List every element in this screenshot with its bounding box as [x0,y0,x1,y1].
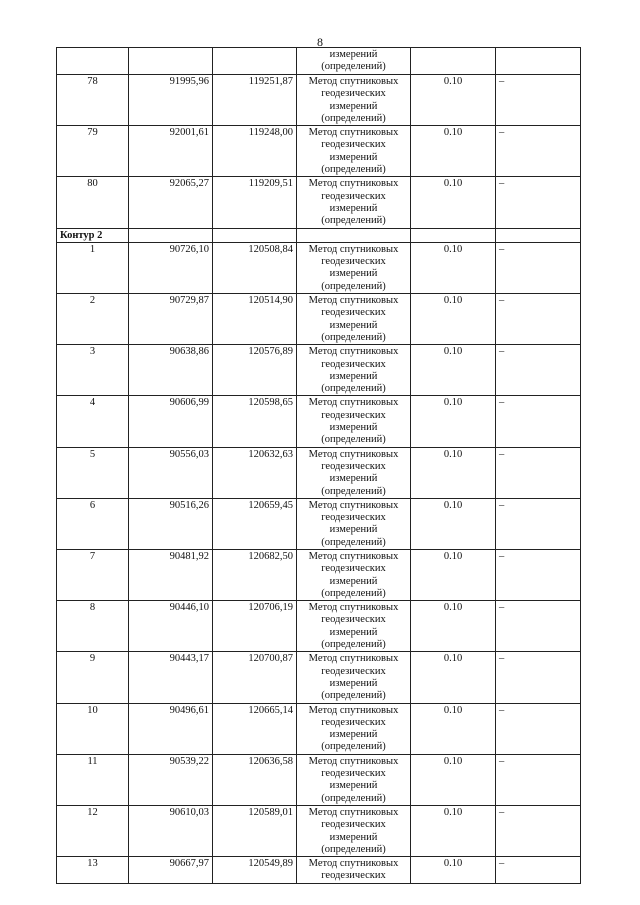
method-line: измерений [329,202,378,214]
cell-accuracy: 0.10 [411,601,496,652]
cell-method [297,345,411,396]
cell-number: 7 [57,549,129,600]
method-line: Метод спутниковых [308,243,399,255]
method-line: геодезических [321,307,386,319]
cell-method [297,549,411,600]
method-line: геодезических [321,358,386,370]
method-line: Метод спутниковых [308,397,399,409]
method-line: измерений [329,831,378,843]
method-line: геодезических [321,88,386,100]
cell-method [297,754,411,805]
method-line: геодезических [321,460,386,472]
cell-x: 90539,22 [129,754,213,805]
cell-x: 90610,03 [129,805,213,856]
method-line: Метод спутниковых [308,76,399,87]
cell-number: 80 [57,177,129,228]
method-line: геодезических [321,409,386,421]
method-line: (определений) [321,536,386,548]
cell-x: 90443,17 [129,652,213,703]
cell-note: – [496,857,581,884]
method-line: (определений) [321,843,386,855]
cell-number: 1 [57,242,129,293]
cell-number: 2 [57,294,129,345]
cell-method [297,294,411,345]
method-line: Метод спутниковых [308,178,399,190]
cell-x: 90446,10 [129,601,213,652]
table-row [57,126,581,177]
method-line: геодезических [321,768,386,780]
table-row [57,805,581,856]
cell-accuracy: 0.10 [411,703,496,754]
method-line: Метод спутниковых [308,295,399,307]
method-line: Метод спутниковых [308,448,399,460]
method-line: измерений [329,780,378,792]
method-line: (определений) [321,741,386,753]
cell-accuracy: 0.10 [411,447,496,498]
table-row [57,396,581,447]
cell-accuracy [411,48,496,75]
cell-y [213,48,297,75]
cell-method [297,75,411,126]
cell-accuracy: 0.10 [411,805,496,856]
cell-number: 6 [57,498,129,549]
method-line: измерений [329,268,378,280]
cell-y: 119209,51 [213,177,297,228]
method-line: (определений) [321,331,386,343]
cell-y: 120589,01 [213,805,297,856]
coordinates-table [56,47,581,884]
method-line: (определений) [321,112,386,124]
cell-x: 90496,61 [129,703,213,754]
method-line: Метод спутниковых [308,127,399,139]
cell-y: 120706,19 [213,601,297,652]
method-line: измерений [329,677,378,689]
cell-number: 8 [57,601,129,652]
table-row [57,754,581,805]
cell-accuracy: 0.10 [411,242,496,293]
cell-accuracy: 0.10 [411,345,496,396]
cell-y: 120659,45 [213,498,297,549]
cell-method [297,447,411,498]
method-line: измерений [329,319,378,331]
method-line: геодезических [321,563,386,575]
cell-x: 91995,96 [129,75,213,126]
method-line: (определений) [321,690,386,702]
table-row [57,498,581,549]
empty-cell [496,228,581,242]
cell-x: 90729,87 [129,294,213,345]
cell-x: 90638,86 [129,345,213,396]
contour-header-row [57,228,581,242]
cell-note: – [496,75,581,126]
empty-cell [297,228,411,242]
method-line: геодезических [321,512,386,524]
cell-y: 120682,50 [213,549,297,600]
cell-number: 11 [57,754,129,805]
method-line: Метод спутниковых [308,858,399,870]
cell-note: – [496,601,581,652]
method-line: (определений) [321,434,386,446]
empty-cell [213,228,297,242]
cell-note: – [496,652,581,703]
method-line: Метод спутниковых [308,499,399,511]
cell-method [297,601,411,652]
cell-note: – [496,294,581,345]
cell-x: 90606,99 [129,396,213,447]
table-row [57,447,581,498]
cell-number: 3 [57,345,129,396]
table-row [57,601,581,652]
cell-note: – [496,754,581,805]
method-line: измерений [329,729,378,741]
empty-cell [411,228,496,242]
cell-accuracy: 0.10 [411,754,496,805]
cell-accuracy: 0.10 [411,549,496,600]
method-line: Метод спутниковых [308,602,399,614]
empty-cell [129,228,213,242]
cell-x: 90667,97 [129,857,213,884]
cell-note: – [496,549,581,600]
cell-method [297,703,411,754]
contour-label: Контур 2 [57,228,129,242]
method-line: измерений [329,151,378,163]
method-line: Метод спутниковых [308,704,399,716]
cell-number: 13 [57,857,129,884]
method-line: (определений) [321,164,386,176]
cell-number [57,48,129,75]
method-line: геодезических [321,716,386,728]
cell-note: – [496,805,581,856]
cell-x [129,48,213,75]
method-line: (определений) [321,383,386,395]
method-line: (определений) [321,280,386,292]
cell-note: – [496,703,581,754]
cell-method [297,177,411,228]
cell-x: 92065,27 [129,177,213,228]
cell-method [297,805,411,856]
continuation-row [57,48,581,75]
cell-note: – [496,396,581,447]
cell-method [297,652,411,703]
cell-y: 120700,87 [213,652,297,703]
table-row [57,703,581,754]
method-line: геодезических [321,139,386,151]
method-line: измерений [329,100,378,112]
cell-method [297,48,411,75]
cell-y: 120549,89 [213,857,297,884]
method-line: (определений) [321,61,386,73]
cell-number: 10 [57,703,129,754]
cell-number: 9 [57,652,129,703]
cell-note: – [496,177,581,228]
cell-note: – [496,447,581,498]
method-line: (определений) [321,485,386,497]
cell-accuracy: 0.10 [411,396,496,447]
cell-y: 120632,63 [213,447,297,498]
method-line: (определений) [321,792,386,804]
cell-y: 120514,90 [213,294,297,345]
table-row [57,652,581,703]
cell-note: – [496,242,581,293]
table-row [57,75,581,126]
method-line: (определений) [321,587,386,599]
cell-x: 90556,03 [129,447,213,498]
cell-accuracy: 0.10 [411,126,496,177]
method-line: геодезических [321,870,386,882]
table-row [57,857,581,884]
cell-y: 120598,65 [213,396,297,447]
method-line: измерений [329,524,378,536]
method-line: Метод спутниковых [308,653,399,665]
method-line: геодезических [321,665,386,677]
cell-number: 79 [57,126,129,177]
cell-number: 12 [57,805,129,856]
cell-number: 4 [57,396,129,447]
method-line: Метод спутниковых [308,550,399,562]
method-line: измерений [329,473,378,485]
cell-note: – [496,126,581,177]
method-line: измерений [329,370,378,382]
cell-method [297,498,411,549]
table-row [57,294,581,345]
cell-method [297,857,411,884]
cell-y: 120636,58 [213,754,297,805]
cell-y: 120665,14 [213,703,297,754]
page-number: 8 [317,35,323,49]
method-line: Метод спутниковых [308,346,399,358]
cell-x: 92001,61 [129,126,213,177]
cell-x: 90481,92 [129,549,213,600]
cell-x: 90516,26 [129,498,213,549]
cell-accuracy: 0.10 [411,498,496,549]
method-line: измерений [329,575,378,587]
table-row [57,549,581,600]
method-line: (определений) [321,639,386,651]
coordinates-table-body [57,48,581,884]
table-row [57,242,581,293]
cell-number: 78 [57,75,129,126]
cell-y: 120576,89 [213,345,297,396]
method-line: геодезических [321,190,386,202]
cell-y: 120508,84 [213,242,297,293]
cell-x: 90726,10 [129,242,213,293]
method-line: измерений [329,49,378,60]
cell-accuracy: 0.10 [411,177,496,228]
table-row [57,345,581,396]
method-line: измерений [329,422,378,434]
cell-y: 119251,87 [213,75,297,126]
cell-accuracy: 0.10 [411,75,496,126]
method-line: измерений [329,626,378,638]
cell-method [297,126,411,177]
method-line: геодезических [321,819,386,831]
method-line: Метод спутниковых [308,806,399,818]
cell-accuracy: 0.10 [411,294,496,345]
cell-y: 119248,00 [213,126,297,177]
cell-number: 5 [57,447,129,498]
method-line: (определений) [321,215,386,227]
method-line: геодезических [321,256,386,268]
table-row [57,177,581,228]
cell-note [496,48,581,75]
method-line: геодезических [321,614,386,626]
cell-note: – [496,345,581,396]
method-line: Метод спутниковых [308,755,399,767]
cell-method [297,242,411,293]
cell-note: – [496,498,581,549]
cell-method [297,396,411,447]
cell-accuracy: 0.10 [411,652,496,703]
cell-accuracy: 0.10 [411,857,496,884]
